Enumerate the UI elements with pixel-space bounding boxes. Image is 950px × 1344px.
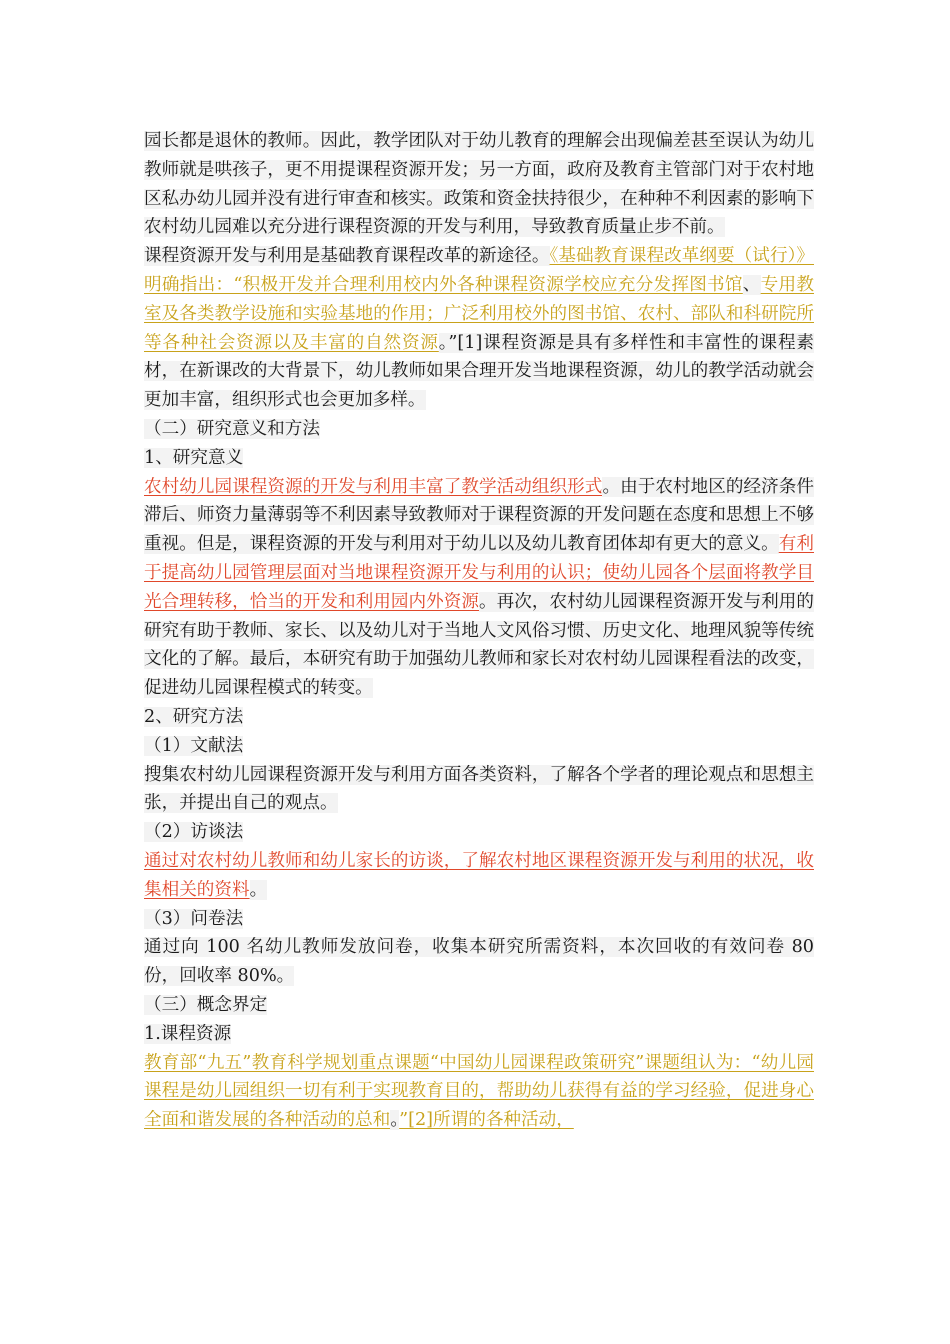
- highlighted-text: 农村幼儿园课程资源的开发与利用丰富了教学活动组织形式: [144, 476, 603, 497]
- text-run: 园长都是退休的教师。因此，教学团队对于幼儿教育的理解会出现偏差甚至误认为幼儿教师就是哄孩子，更不用提课程资源开发；另一方面，政府及教育主管部门对于农村地区私办幼儿园并没有进行审查和核实。政策和资金扶持很少，在种种不利因素的影响下农村幼儿园难以充分进行课程资源的开发与利用，导致教育质量止步不前。: [144, 131, 814, 238]
- paragraph-survey: [144, 933, 814, 991]
- text-run: 。再次，农村幼儿园课程资源开发与利用的研究有助于教师、家长、以及幼儿对于当地人文风俗习惯、历史文化、地理风貌等传统文化的了解。最后，本研究有助于加强幼儿教师和家长对农村幼儿园课程看法的改变，促进幼儿园课程模式的转变。: [144, 591, 814, 699]
- paragraph-literature: [144, 761, 814, 819]
- highlighted-quote: 教育部“九五”教育科学规划重点课题“中国幼儿园课程政策研究”课题组认为：“幼儿园课程是幼儿园组织一切有利于实现教育目的，帮助幼儿获得有益的学习经验，促进身心全面和谐发展的各种活动的总和: [144, 1052, 814, 1131]
- text-run: 。由于农村地区的经济条件滞后、师资力量薄弱等不利因素导致教师对于课程资源的开发问题在态度和思想上不够重视。但是，课程资源的开发与利用对于幼儿以及幼儿教育团体却有更大的意义。: [144, 476, 814, 555]
- paragraph-intro: [144, 127, 814, 242]
- text-run: 。: [249, 879, 268, 900]
- document-page: [144, 127, 814, 1135]
- heading-text: 1、研究意义: [144, 447, 244, 468]
- highlighted-text: 有利于提高幼儿园管理层面对当地课程资源开发与利用的认识；使幼儿园各个层面将教学目光合理转移，恰当的开发和利用园内外资源: [144, 534, 814, 612]
- heading-research: [144, 415, 814, 444]
- heading-literature: [144, 732, 814, 761]
- text-run: 、: [742, 274, 761, 295]
- heading-text: （二）研究意义和方法: [144, 418, 320, 439]
- heading-survey: [144, 905, 814, 934]
- paragraph-significance: [144, 473, 814, 703]
- highlighted-text: 通过对农村幼儿教师和幼儿家长的访谈，了解农村地区课程资源开发与利用的状况，收集相关的资料: [144, 850, 814, 900]
- paragraph-definition: [144, 1049, 814, 1135]
- heading-text: 1.课程资源: [144, 1023, 232, 1044]
- heading-text: （1）文献法: [144, 735, 244, 756]
- paragraph-curriculum-resources: [144, 242, 814, 415]
- heading-resource: [144, 1020, 814, 1049]
- heading-significance: [144, 444, 814, 473]
- paragraph-interview: [144, 847, 814, 905]
- text-run: 课程资源开发与利用是基础教育课程改革的新途径。: [144, 246, 550, 267]
- text-run: 搜集农村幼儿园课程资源开发与利用方面各类资料，了解各个学者的理论观点和思想主张，并提出自己的观点。: [144, 764, 814, 814]
- heading-text: 2、研究方法: [144, 706, 244, 727]
- highlighted-quote: ”[2]所谓的各种活动，: [399, 1110, 574, 1131]
- text-run: 。: [390, 1110, 400, 1131]
- highlighted-quote: 《基础教育课程改革纲要（试行）》明确指出：“积极开发并合理利用校内外各种课程资源学校应充分发挥图书馆: [144, 246, 814, 295]
- heading-text: （三）概念界定: [144, 994, 268, 1015]
- heading-text: （2）访谈法: [144, 822, 244, 843]
- text-run: 。”[1]课程资源是具有多样性和丰富性的课程素材，在新课改的大背景下，幼儿教师如果合理开发当地课程资源，幼儿的教学活动就会更加丰富，组织形式也会更加多样。: [144, 332, 814, 411]
- text-run: 通过向 100 名幼儿教师发放问卷，收集本研究所需资料，本次回收的有效问卷 80 份，回收率 80%。: [144, 937, 814, 987]
- heading-concept: [144, 991, 814, 1020]
- heading-methods: [144, 703, 814, 732]
- highlighted-quote: 专用教室及各类教学设施和实验基地的作用；广泛利用校外的图书馆、农村、部队和科研院所等各种社会资源以及丰富的自然资源: [144, 274, 814, 353]
- heading-interview: [144, 818, 814, 847]
- heading-text: （3）问卷法: [144, 908, 244, 929]
